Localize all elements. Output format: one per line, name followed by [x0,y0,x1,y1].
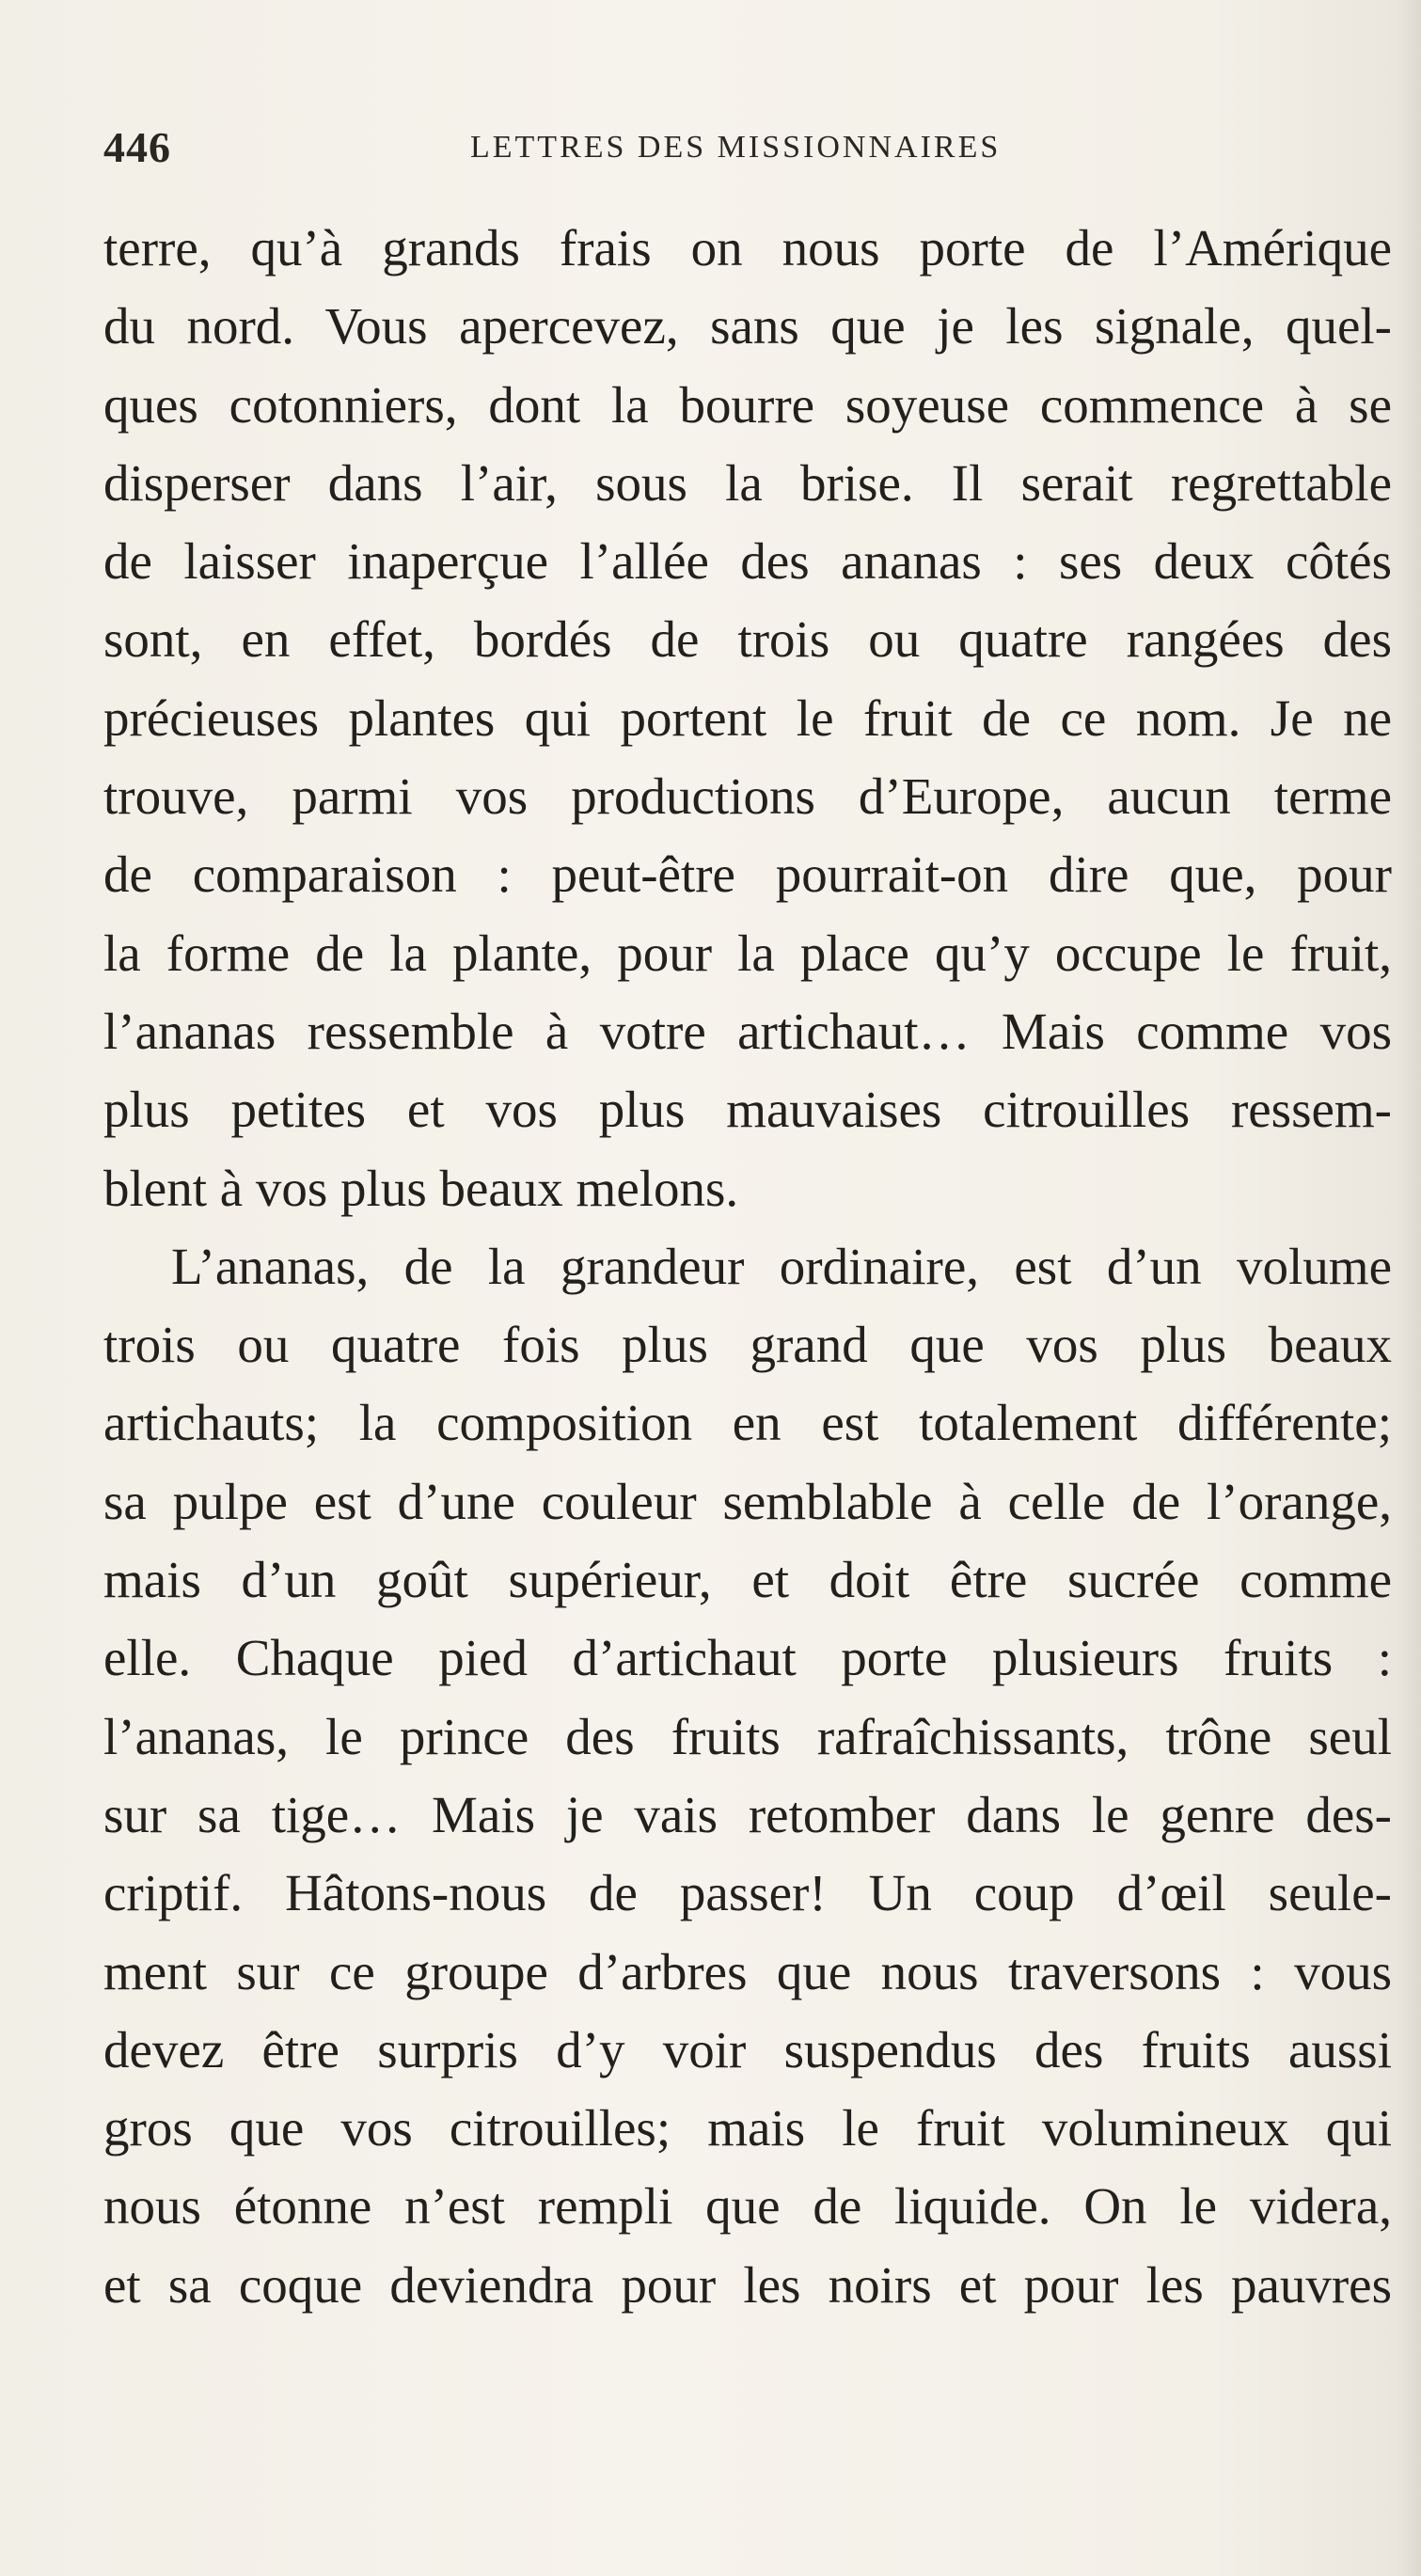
text-line: terre, qu’à grands frais on nous porte de l’Amérique [103,219,1392,277]
text-line: criptif. Hâtons-nous de passer! Un coup d’œil seule- [103,1864,1392,1922]
text-line: précieuses plantes qui portent le fruit de ce nom. Je ne [103,688,1392,747]
text-line: sur sa tige… Mais je vais retomber dans le genre des- [103,1785,1392,1843]
page-number: 446 [103,123,171,171]
text-line: ment sur ce groupe d’arbres que nous traversons : vous [103,1942,1392,2000]
paragraph-end-line: blent à vos plus beaux melons. [103,1159,739,1217]
text-line: la forme de la plante, pour la place qu’y occupe le fruit, [103,924,1392,982]
text-line: trouve, parmi vos productions d’Europe, aucun terme [103,767,1392,826]
text-line: sa pulpe est d’une couleur semblable à celle de l’orange, [103,1472,1392,1530]
text-line: nous étonne n’est rempli que de liquide. On le videra, [103,2177,1392,2236]
text-line: disperser dans l’air, sous la brise. Il serait regrettable [103,453,1392,512]
body-text [103,209,1392,2324]
text-line: elle. Chaque pied d’artichaut porte plusieurs fruits : [103,1629,1392,1687]
text-line: de laisser inaperçue l’allée des ananas : ses deux côtés [103,532,1392,591]
text-line: artichauts; la composition en est totalement différente; [103,1394,1392,1452]
page-edge-shadow [1397,0,1421,2576]
paragraph-start-line: L’ananas, de la grandeur ordinaire, est d’un volume [171,1237,1392,1295]
text-line: l’ananas ressemble à votre artichaut… Mais comme vos [103,1002,1392,1060]
text-line: devez être surpris d’y voir suspendus des fruits aussi [103,2020,1392,2078]
text-line: et sa coque deviendra pour les noirs et pour les pauvres [103,2255,1392,2314]
text-line: sont, en effet, bordés de trois ou quatre rangées des [103,610,1392,669]
text-line: trois ou quatre fois plus grand que vos plus beaux [103,1316,1392,1374]
text-line: plus petites et vos plus mauvaises citrouilles ressem- [103,1081,1392,1139]
text-line: gros que vos citrouilles; mais le fruit volumineux qui [103,2099,1392,2157]
text-line: l’ananas, le prince des fruits rafraîchissants, trône seul [103,1707,1392,1765]
page-header [103,122,1364,188]
text-line: ques cotonniers, dont la bourre soyeuse commence à se [103,375,1392,434]
text-line: mais d’un goût supérieur, et doit être sucrée comme [103,1551,1392,1609]
text-line: de comparaison : peut-être pourrait-on dire que, pour [103,845,1392,904]
running-head: LETTRES DES MISSIONNAIRES [470,130,1002,165]
text-line: du nord. Vous apercevez, sans que je les signale, quel- [103,297,1392,356]
